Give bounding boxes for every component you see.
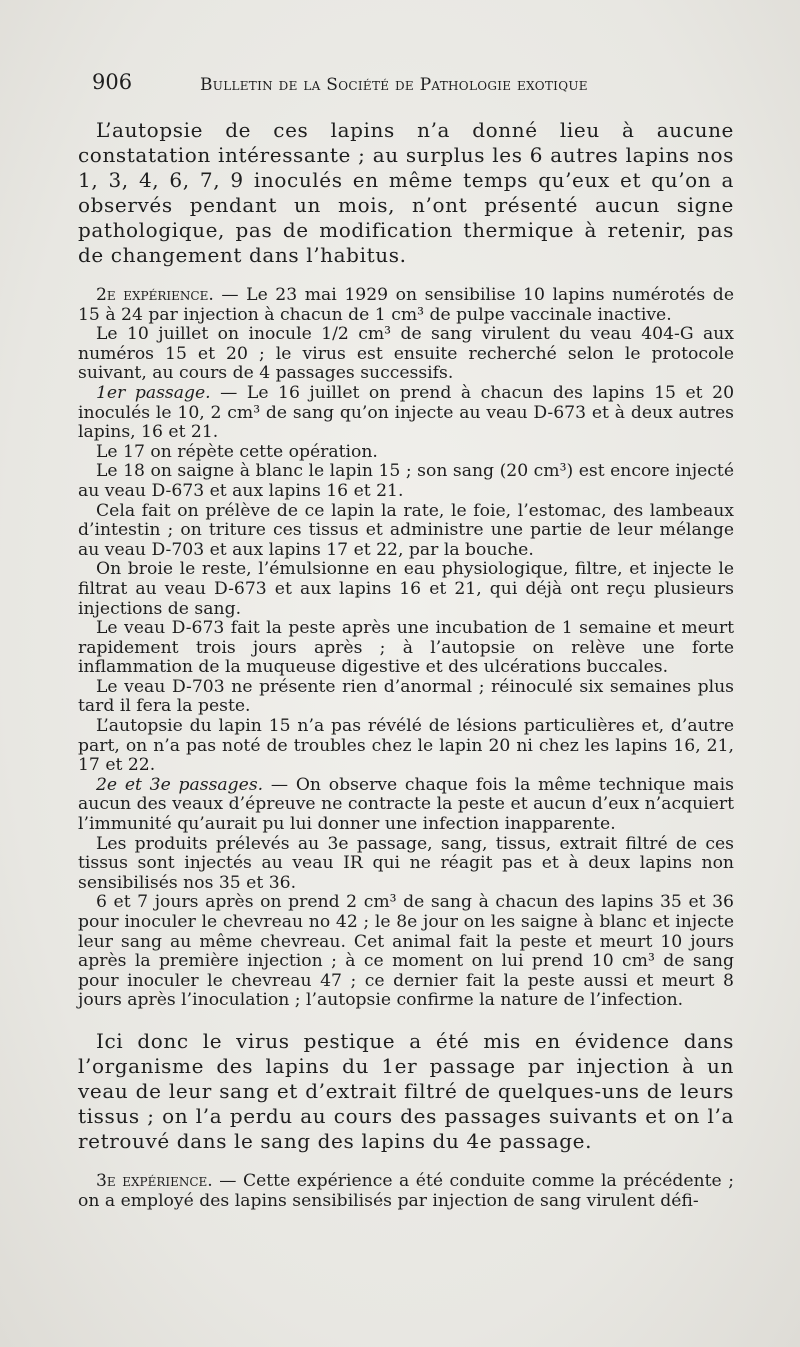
paragraph [78, 619, 734, 678]
paragraph [78, 502, 734, 561]
paragraph-text: Le 18 on saigne à blanc le lapin 15 ; son sang (20 cm³) est encore injecté au veau D-673 et aux lapins 16 et 21. [78, 461, 734, 501]
paragraph [78, 678, 734, 717]
paragraph-text: 6 et 7 jours après on prend 2 cm³ de sang à chacun des lapins 35 et 36 pour inoculer le chevreau no 42 ; le 8e jour on les saigne à blanc et injecte leur sang au même chevreau. Cet animal fait la peste et meurt 10 jours après la première injection ; à ce moment on lui prend 10 cm³ de sang pour inoculer le chevreau 47 ; ce dernier fait la peste aussi et meurt 8 jours après l’inoculation ; l’autopsie confirme la nature de l’infection. [78, 892, 734, 1011]
paragraph [78, 1029, 734, 1154]
paragraph-lead: 2e expérience. [96, 285, 214, 305]
paragraph-text: Ici donc le virus pestique a été mis en évidence dans l’organisme des lapins du 1er passage par injection à un veau de leur sang et d’extrait filtré de quelques-uns de leurs tissus ; on l’a perdu au cours des passages suivants et on l’a retrouvé dans le sang des lapins du 4e passage. [78, 1028, 734, 1153]
page-number: 906 [92, 70, 133, 94]
paragraph-text: Le 10 juillet on inocule 1/2 cm³ de sang virulent du veau 404-G aux numéros 15 et 20 ; le virus est ensuite recherché selon le protocole suivant, au cours de 4 passages successifs. [78, 324, 734, 384]
running-head: Bulletin de la Société de Pathologie exotique [200, 75, 588, 95]
paragraph [78, 443, 734, 463]
paragraph-lead: 1er passage. [96, 382, 211, 403]
paragraph [78, 286, 734, 325]
paragraph [78, 325, 734, 384]
paragraph-text: — Le 23 mai 1929 on sensibilise 10 lapins numérotés de 15 à 24 par injection à chacun de 1 cm³ de pulpe vaccinale inactive. [78, 285, 734, 325]
paragraph-text: — On observe chaque fois la même technique mais aucun des veaux d’épreuve ne contracte la peste et aucun d’eux n’acquiert l’immunité qu’aurait pu lui donner une infection inapparente. [78, 774, 734, 835]
paragraph [78, 1172, 734, 1211]
paragraph-text: On broie le reste, l’émulsionne en eau physiologique, filtre, et injecte le filtrat au veau D-673 et aux lapins 16 et 21, qui déjà ont reçu plusieurs injections de sang. [78, 559, 734, 619]
paragraph [78, 462, 734, 501]
paragraph-text: Les produits prélevés au 3e passage, sang, tissus, extrait filtré de ces tissus sont injectés au veau IR qui ne réagit pas et à deux lapins non sensibilisés nos 35 et 36. [78, 833, 734, 893]
paragraph [78, 893, 734, 1011]
paragraph-text: Le 17 on répète cette opération. [96, 441, 378, 462]
paragraph-text: L’autopsie de ces lapins n’a donné lieu à aucune constatation intéressante ; au surplus les 6 autres lapins nos 1, 3, 4, 6, 7, 9 inoculés en même temps qu’eux et qu’on a observés pendant un mois, n’ont présenté aucun signe pathologique, pas de modification thermique à retenir, pas de changement dans l’habitus. [78, 118, 734, 267]
paragraph-text: Le veau D-673 fait la peste après une incubation de 1 semaine et meurt rapidement trois jours après ; à l’autopsie on relève une forte inflammation de la muqueuse digestive et des ulcérations buccales. [78, 618, 734, 678]
paragraph-text: Cela fait on prélève de ce lapin la rate, le foie, l’estomac, des lambeaux d’intestin ; on triture ces tissus et administre une partie de leur mélange au veau D-703 et aux lapins 17 et 22, par la bouche. [78, 500, 734, 560]
paragraph [78, 835, 734, 894]
paragraph [78, 560, 734, 619]
paragraph [78, 384, 734, 443]
paragraph-lead: 3e expérience. [96, 1170, 213, 1191]
paragraph-lead: 2e et 3e passages. [96, 774, 264, 795]
paragraph-text: Le veau D-703 ne présente rien d’anormal ; réinoculé six semaines plus tard il fera la peste. [78, 676, 734, 717]
paragraph-text: — Cette expérience a été conduite comme la précédente ; on a employé des lapins sensibilisés par injection de sang virulent défi- [78, 1170, 734, 1211]
paragraph-text: L’autopsie du lapin 15 n’a pas révélé de lésions particulières et, d’autre part, on n’a pas noté de troubles chez le lapin 20 ni chez les lapins 16, 21, 17 et 22. [78, 716, 734, 776]
page-header [92, 70, 742, 100]
paragraph-text: — Le 16 juillet on prend à chacun des lapins 15 et 20 inoculés le 10, 2 cm³ de sang qu’on injecte au veau D-673 et à deux autres lapins, 16 et 21. [78, 382, 734, 443]
paragraph [78, 776, 734, 835]
paragraph [78, 717, 734, 776]
body-text [78, 118, 734, 1211]
paragraph [78, 118, 734, 268]
